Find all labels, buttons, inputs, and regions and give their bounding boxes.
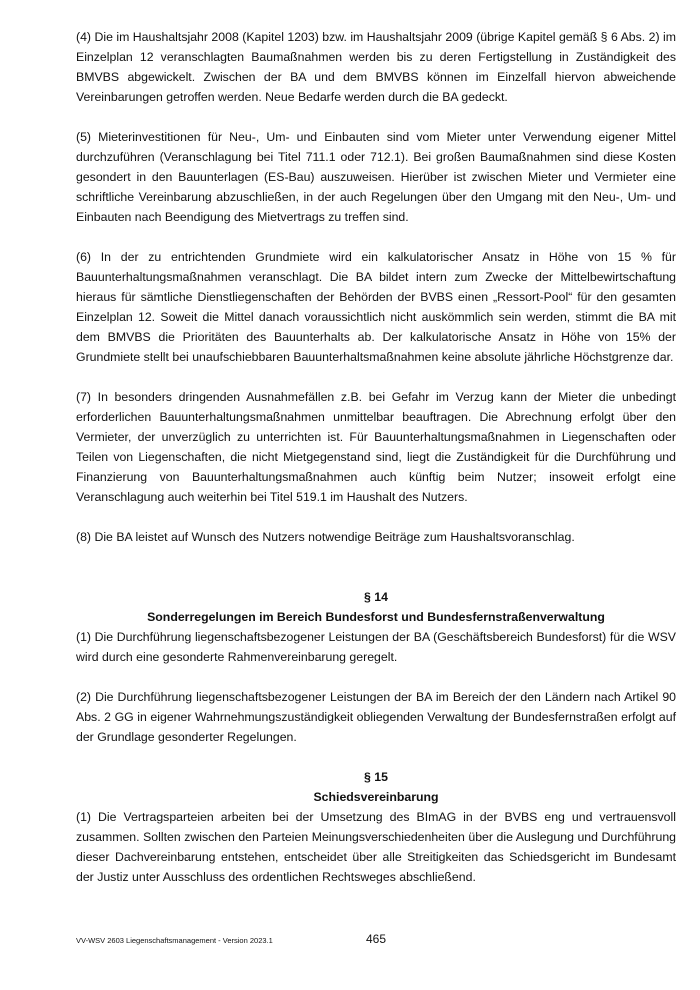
paragraph-4: (4) Die im Haushaltsjahr 2008 (Kapitel 1203) bzw. im Haushaltsjahr 2009 (übrige Kapitel gemäß § 6 Abs. 2) im Einzelplan 12 veranschlagten Baumaßnahmen werden bis zu deren Fertigstellung in Zuständigkeit des BMVBS abgewickelt. Zwischen der BA und dem BMVBS können im Einzelfall hiervon abweichende Vereinbarungen getroffen werden. Neue Bedarfe werden durch die BA gedeckt. bbox=[76, 30, 676, 104]
section-14-number: § 14 bbox=[364, 590, 388, 604]
section-15-title: Schiedsvereinbarung bbox=[313, 790, 439, 804]
section-15-paragraph-1: (1) Die Vertragsparteien arbeiten bei der Umsetzung des BImAG in der BVBS eng und vertrauensvoll zusammen. Sollten zwischen den Parteien Meinungsverschiedenheiten über die Auslegung und Durchführung dieser Dachvereinbarung entstehen, entscheidet über alle Streitigkeiten das Schiedsgericht im Bundesamt der Justiz unter Ausschluss des ordentlichen Rechtsweges abschließend. bbox=[76, 810, 676, 884]
section-14-title: Sonderregelungen im Bereich Bundesforst und Bundesfernstraßenverwaltung bbox=[147, 610, 605, 624]
paragraph-7: (7) In besonders dringenden Ausnahmefällen z.B. bei Gefahr im Verzug kann der Mieter die unbedingt erforderlichen Bauunterhaltungsmaßnahmen unmittelbar beauftragen. Die Abrechnung erfolgt über den Vermieter, der unverzüglich zu unterrichten ist. Für Bauunterhaltungsmaßnahmen in Liegenschaften oder Teilen von Liegenschaften, die nicht Mietgegenstand sind, liegt die Zuständigkeit für die Durchführung und Finanzierung von Bauunterhaltungsmaßnahmen auch künftig beim Nutzer; insoweit erfolgt eine Veranschlagung auch weiterhin bei Titel 519.1 im Haushalt des Nutzers. bbox=[76, 390, 676, 504]
section-14-paragraph-2: (2) Die Durchführung liegenschaftsbezogener Leistungen der BA im Bereich der den Ländern nach Artikel 90 Abs. 2 GG in eigener Wahrnehmungszuständigkeit obliegenden Verwaltung der Bundesfernstraßen erfolgt auf der Grundlage gesonderter Regelungen. bbox=[76, 690, 676, 744]
footer-page-number: 465 bbox=[366, 932, 387, 946]
footer-document-title: VV-WSV 2603 Liegenschaftsmanagement - Version 2023.1 bbox=[76, 936, 273, 945]
section-14-paragraph-1: (1) Die Durchführung liegenschaftsbezogener Leistungen der BA (Geschäftsbereich Bundesforst) für die WSV wird durch eine gesonderte Rahmenvereinbarung geregelt. bbox=[76, 630, 676, 664]
paragraph-8: (8) Die BA leistet auf Wunsch des Nutzers notwendige Beiträge zum Haushaltsvoranschlag. bbox=[76, 530, 575, 544]
document-body bbox=[76, 27, 676, 887]
paragraph-6: (6) In der zu entrichtenden Grundmiete wird ein kalkulatorischer Ansatz in Höhe von 15 % für Bauunterhaltungsmaßnahmen veranschlagt. Die BA bildet intern zum Zwecke der Mittelbewirtschaftung hieraus für sämtliche Dienstliegenschaften der Behörden der BVBS einen „Ressort-Pool“ für den gesamten Einzelplan 12. Soweit die Mittel danach voraussichtlich nicht auskömmlich sein werden, stimmt die BA mit dem BMVBS die Prioritäten des Bauunterhalts ab. Der kalkulatorische Ansatz in Höhe von 15% der Grundmiete stellt bei unaufschiebbaren Bauunterhaltsmaßnahmen keine absolute jährliche Höchstgrenze dar. bbox=[76, 250, 676, 364]
section-15-number: § 15 bbox=[364, 770, 388, 784]
paragraph-5: (5) Mieterinvestitionen für Neu-, Um- und Einbauten sind vom Mieter unter Verwendung eigener Mittel durchzuführen (Veranschlagung bei Titel 711.1 oder 712.1). Bei großen Baumaßnahmen sind diese Kosten gesondert in den Bauunterlagen (ES-Bau) auszuweisen. Hierüber ist zwischen Mieter und Vermieter eine schriftliche Vereinbarung abzuschließen, in der auch Regelungen über den Umgang mit den Neu-, Um- und Einbauten nach Beendigung des Mietvertrags zu treffen sind. bbox=[76, 130, 676, 224]
